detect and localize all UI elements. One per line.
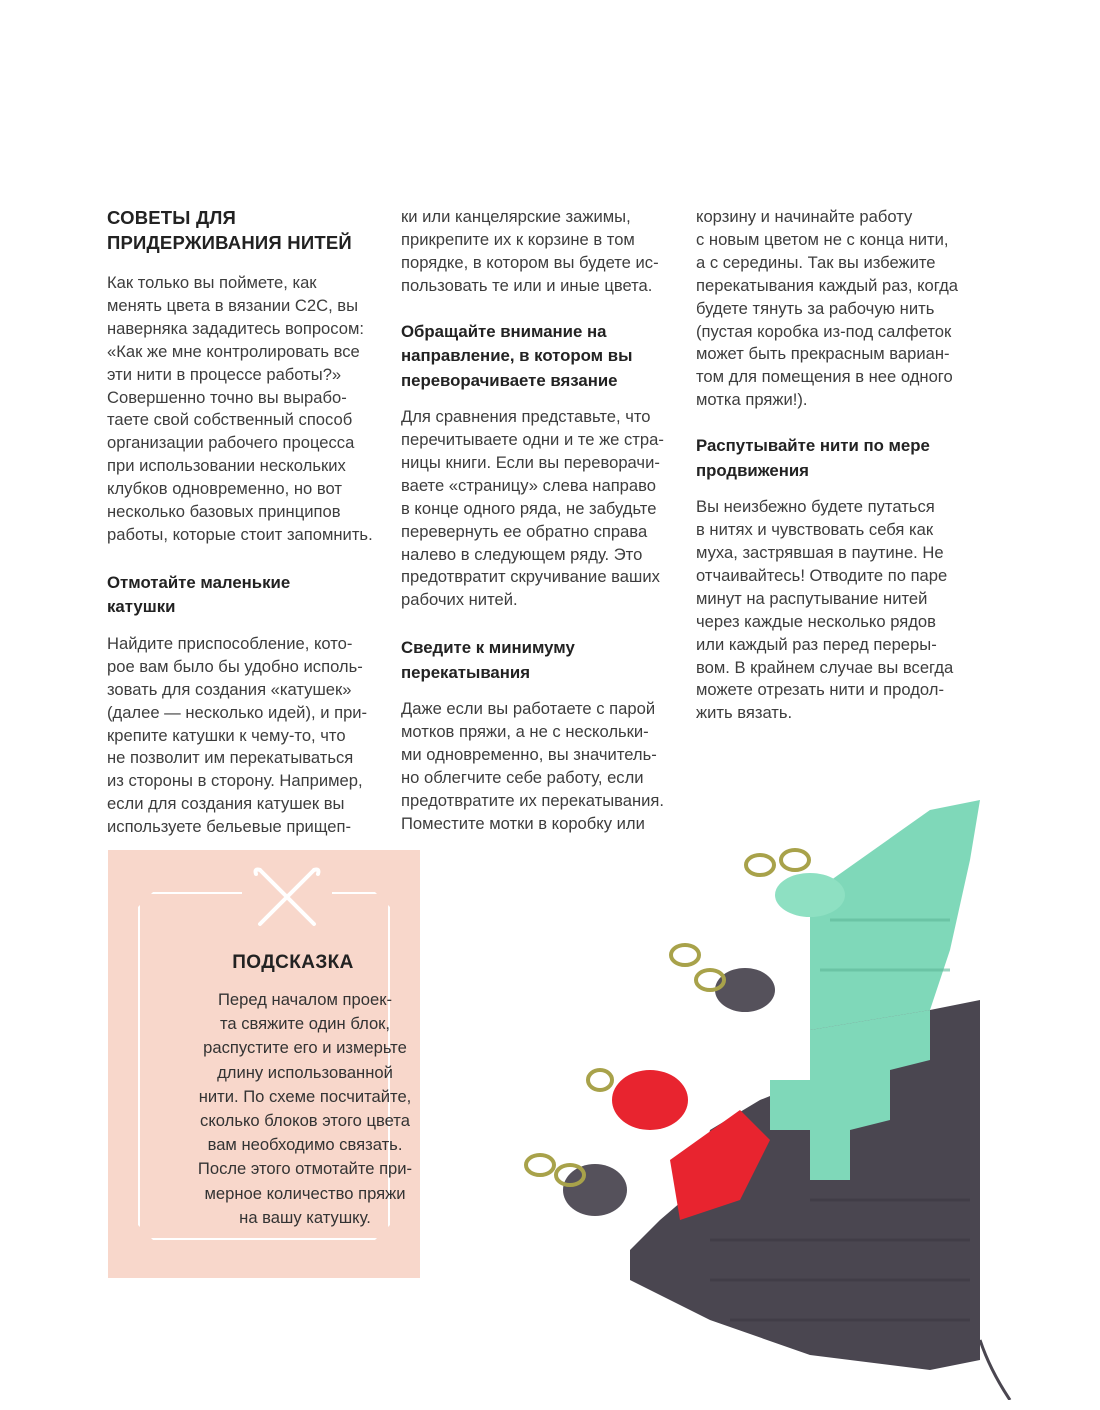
section-heading-untangle: Распутывайте нити по мере продвижения — [696, 436, 930, 480]
section-text-untangle: Вы неизбежно будете путаться в нитях и чувствовать себя как муха, застрявшая в паутине. Не отчаивайтесь! Отводите по паре минут на распутывание нитей через каждые несколько рядов или каждый раз перед переры- вом. В крайнем случае вы всегда можете отрезать нити и продол- жить вязать. — [696, 497, 954, 723]
section-text-rolling: Даже если вы работаете с парой мотков пряжи, а не с нескольки- ми одновременно, вы значитель- но облегчите себе работу, если предотвратите их перекатывания. Поместите мотки в коробку или — [401, 699, 665, 833]
section-heading-direction: Обращайте внимание на направление, в котором вы переворачиваете вязание — [401, 321, 633, 390]
section-heading-bobbins: Отмотайте маленькие катушки — [107, 572, 291, 617]
text-column-1 — [107, 206, 379, 839]
text-column-2 — [401, 206, 671, 836]
section-heading-rolling: Сведите к минимуму перекатывания — [401, 638, 575, 682]
crossed-hooks-icon — [242, 858, 332, 938]
hint-title: ПОДСКАЗКА — [232, 952, 354, 973]
section-text-direction: Для сравнения представьте, что перечитываете одни и те же стра- ницы книги. Если вы переворачи- ваете «страницу» слева направо в конце одного ряда, не забудьте перевернуть ее обратно справа налево в следующем ряду. Это предотвратит скручивание ваших рабочих нитей. — [401, 407, 664, 610]
crochet-swatch-photo — [510, 800, 1090, 1400]
intro-paragraph: Как только вы поймете, как менять цвета в вязании C2C, вы наверняка зададитесь вопросом: «Как же мне контролировать все эти нити в процессе работы?» Совершенно точно вы вырабо- таете свой собственный способ организации рабочего процесса при использовании нескольких клубков одновременно, но вот несколько базовых принципов работы, которые стоит запомнить. — [107, 273, 373, 544]
section-text-bobbins: Найдите приспособление, кото- рое вам было бы удобно исполь- зовать для создания «катушек» (далее — несколько идей), и при- крепите катушки к чему-то, что не позволит им перекатываться из стороны в сторону. Например, если для создания катушек вы используете бельевые прищеп- — [107, 633, 368, 837]
continuation-paragraph-3: корзину и начинайте работу с новым цветом не с конца нити, а с середины. Так вы избежите перекатывания каждый раз, когда будете тянуть за рабочую нить (пустая коробка из-под салфеток может быть прекрасным вариан- том для помещения в нее одного мотка пряжи!). — [696, 207, 959, 410]
continuation-paragraph-2: ки или канцелярские зажимы, прикрепите их к корзине в том порядке, в котором вы будете ис- пользовать те или и иные цвета. — [401, 207, 659, 295]
text-column-3 — [696, 206, 966, 725]
page-title: СОВЕТЫ ДЛЯ ПРИДЕРЖИВАНИЯ НИТЕЙ — [107, 207, 352, 253]
hint-text: Перед началом проек- та свяжите один блок, распустите его и измерьте длину использованной нити. По схеме посчитайте, сколько блоков этого цвета вам необходимо связать. После этого отмотайте при- мерное количество пряжи на вашу катушку. — [197, 990, 413, 1227]
